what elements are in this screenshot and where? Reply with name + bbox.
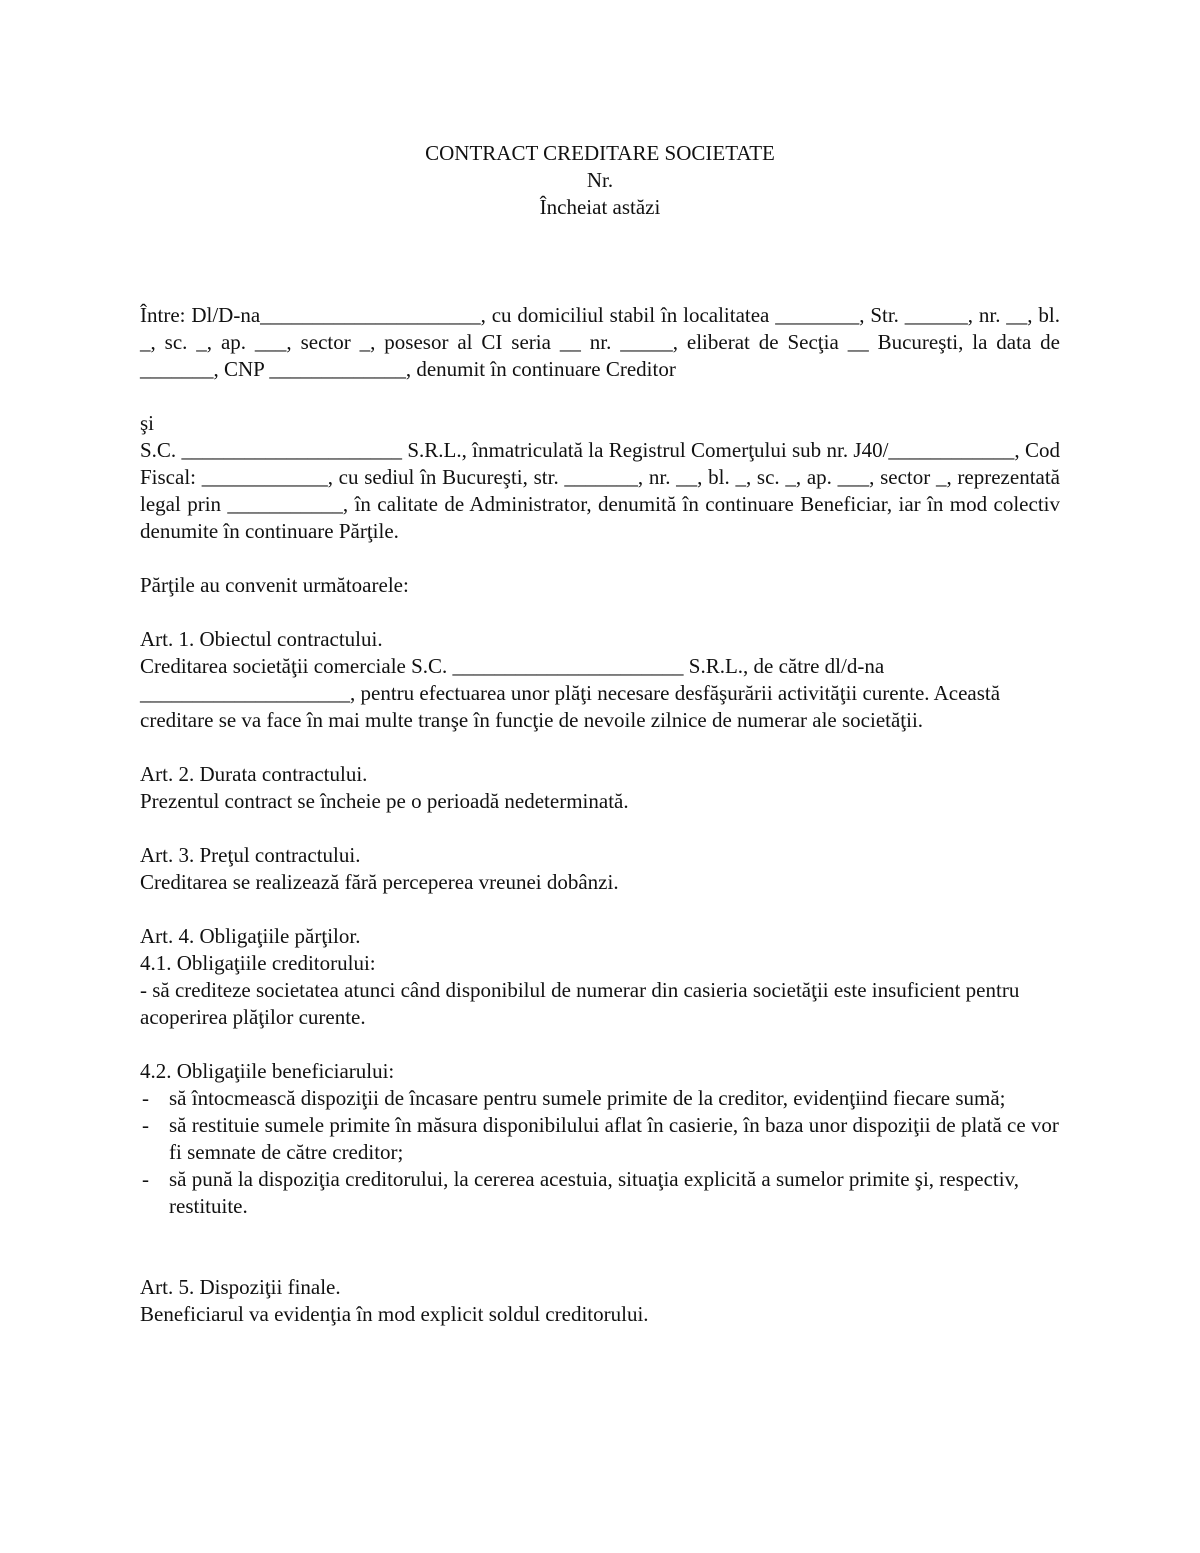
article-1-title: Art. 1. Obiectul contractului. (140, 627, 383, 651)
document-title: CONTRACT CREDITARE SOCIETATE (425, 141, 775, 165)
article-4-title: Art. 4. Obligaţiile părţilor. (140, 924, 361, 948)
document-header (140, 140, 1060, 221)
article-4-2-title: 4.2. Obligaţiile beneficiarului: (140, 1059, 395, 1083)
list-item: - să întocmească dispoziţii de încasare pentru sumele primite de la creditor, evidenţiind fiecare sumă; (140, 1085, 1060, 1112)
list-item: - să pună la dispoziţia creditorului, la cererea acestuia, situaţia explicită a sumelor primite şi, respectiv, restituite. (140, 1166, 1060, 1220)
article-4-1-text: - să crediteze societatea atunci când disponibilul de numerar din casieria societăţii este insuficient pentru acoperirea plăţilor curente. (140, 978, 1020, 1029)
article-2-text: Prezentul contract se încheie pe o perioadă nedeterminată. (140, 789, 629, 813)
article-2-title: Art. 2. Durata contractului. (140, 762, 368, 786)
article-1-text: Creditarea societăţii comerciale S.C. ______________________ S.R.L., de către dl/d-na ____________________, pentru efectuarea unor plăţi necesare desfăşurării activităţii curente. Această creditare se va face în mai multe tranşe în funcţie de nevoile zilnice de numerar ale societăţii. (140, 654, 1001, 732)
agreement-intro: Părţile au convenit următoarele: (140, 573, 409, 597)
party-creditor: Între: Dl/D-na_____________________, cu domiciliul stabil în localitatea ________, Str. ______, nr. __, bl. _, sc. _, ap. ___, sector _, posesor al CI seria __ nr. _____, eliberat de Secţia __ Bucureşti, la data de _______, CNP _____________, denumit în continuare Creditor (140, 303, 1060, 381)
beneficiary-obligations-list (140, 1085, 1060, 1220)
article-4-1-title: 4.1. Obligaţiile creditorului: (140, 951, 376, 975)
conjunction-and: şi (140, 411, 155, 435)
list-item: - să restituie sumele primite în măsura disponibilului aflat în casierie, în baza unor dispoziţii de plată ce vor fi semnate de către creditor; (140, 1112, 1060, 1166)
article-5-title: Art. 5. Dispoziţii finale. (140, 1275, 341, 1299)
article-5-text: Beneficiarul va evidenţia în mod explicit soldul creditorului. (140, 1302, 649, 1326)
contract-date: Încheiat astăzi (539, 195, 661, 219)
article-3-title: Art. 3. Preţul contractului. (140, 843, 361, 867)
document-page (140, 140, 1060, 1328)
party-beneficiary: S.C. _____________________ S.R.L., înmatriculată la Registrul Comerţului sub nr. J40/____________, Cod Fiscal: ____________, cu sediul în Bucureşti, str. _______, nr. __, bl. _, sc. _, ap. ___, sector _, reprezentată legal prin ___________, în calitate de Administrator, denumită în continuare Beneficiar, iar în mod colectiv denumite în continuare Părţile. (140, 438, 1060, 543)
article-3-text: Creditarea se realizează fără perceperea vreunei dobânzi. (140, 870, 619, 894)
contract-number: Nr. (586, 168, 614, 192)
